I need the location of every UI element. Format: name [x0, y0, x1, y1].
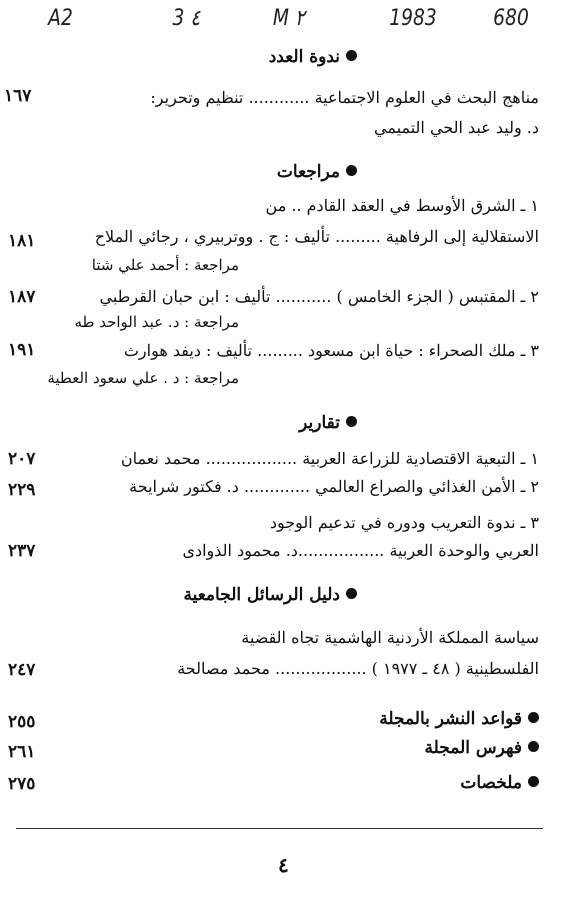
report-2-page: ٢٢٩ — [8, 480, 36, 500]
extra-publishing-rules-page: ٢٥٥ — [8, 712, 36, 732]
section-heading-theses: دليل الرسائل الجامعية — [183, 585, 357, 605]
bullet-icon — [346, 416, 357, 427]
section-heading-reports: تقارير — [299, 413, 357, 433]
bullet-icon — [346, 165, 357, 176]
thesis-line-1: سياسة المملكة الأردنية الهاشمية تجاه القضية — [241, 628, 539, 647]
handwritten-number: 680 — [493, 6, 529, 31]
review-1-line-1: ١ ـ الشرق الأوسط في العقد القادم .. من — [265, 196, 539, 215]
thesis-line-2: الفلسطينية ( ٤٨ ـ ١٩٧٧ ) .................. محمد مصالحة — [177, 659, 539, 678]
extra-summaries-page: ٢٧٥ — [8, 774, 36, 794]
handwritten-issue: M ٢ — [272, 6, 305, 31]
nadwa-page: ١٦٧ — [4, 86, 32, 106]
report-3-line-1: ٣ ـ ندوة التعريب ودوره في تدعيم الوجود — [269, 513, 539, 532]
report-3-page: ٢٣٧ — [8, 541, 36, 561]
report-2-line: ٢ ـ الأمن الغذائي والصراع العالمي ............. د. فكتور شرايحة — [129, 477, 539, 496]
bullet-icon — [346, 588, 357, 599]
extra-publishing-rules: قواعد النشر بالمجلة — [379, 709, 539, 729]
review-3-line-1: ٣ ـ ملك الصحراء : حياة ابن مسعود ......... تأليف : ديفد هوارث — [123, 341, 539, 360]
review-1-page: ١٨١ — [8, 231, 36, 251]
report-3-line-2: العربي والوحدة العربية .................د. محمود الذوادى — [182, 541, 539, 560]
review-1-line-2: الاستقلالية إلى الرفاهية ......... تأليف : ج . ووتربيري ، رجائي الملاح — [94, 227, 539, 246]
review-3-reviewer: مراجعة : د . علي سعود العطية — [47, 369, 239, 387]
handwritten-volume: 3 ٤ — [172, 6, 201, 31]
thesis-page: ٢٤٧ — [8, 660, 36, 680]
extra-journal-index-page: ٢٦١ — [8, 742, 36, 762]
review-2-reviewer: مراجعة : د. عبد الواحد طه — [74, 313, 239, 331]
handwritten-year: 1983 — [389, 6, 437, 31]
review-2-line-1: ٢ ـ المقتبس ( الجزء الخامس ) ........... تأليف : ابن حبان القرطبي — [99, 287, 539, 306]
report-1-line: ١ ـ التبعية الاقتصادية للزراعة العربية .................. محمد نعمان — [120, 449, 539, 468]
extra-summaries: ملخصات — [460, 773, 539, 793]
bullet-icon — [528, 712, 539, 723]
bullet-icon — [346, 50, 357, 61]
review-2-page: ١٨٧ — [8, 287, 36, 307]
handwritten-code: A2 — [48, 6, 73, 31]
nadwa-line-1: مناهج البحث في العلوم الاجتماعية ............ تنظيم وتحرير: — [150, 88, 539, 107]
page-number: ٤ — [278, 853, 289, 877]
review-3-page: ١٩١ — [8, 340, 36, 360]
extra-journal-index: فهرس المجلة — [425, 738, 539, 758]
footer-divider — [16, 828, 543, 829]
nadwa-line-2: د. وليد عبد الحي التميمي — [374, 118, 539, 137]
section-heading-reviews: مراجعات — [277, 162, 357, 182]
section-heading-nadwa: ندوة العدد — [269, 47, 357, 67]
bullet-icon — [528, 741, 539, 752]
review-1-reviewer: مراجعة : أحمد علي شتا — [91, 256, 239, 274]
bullet-icon — [528, 776, 539, 787]
report-1-page: ٢٠٧ — [8, 449, 36, 469]
